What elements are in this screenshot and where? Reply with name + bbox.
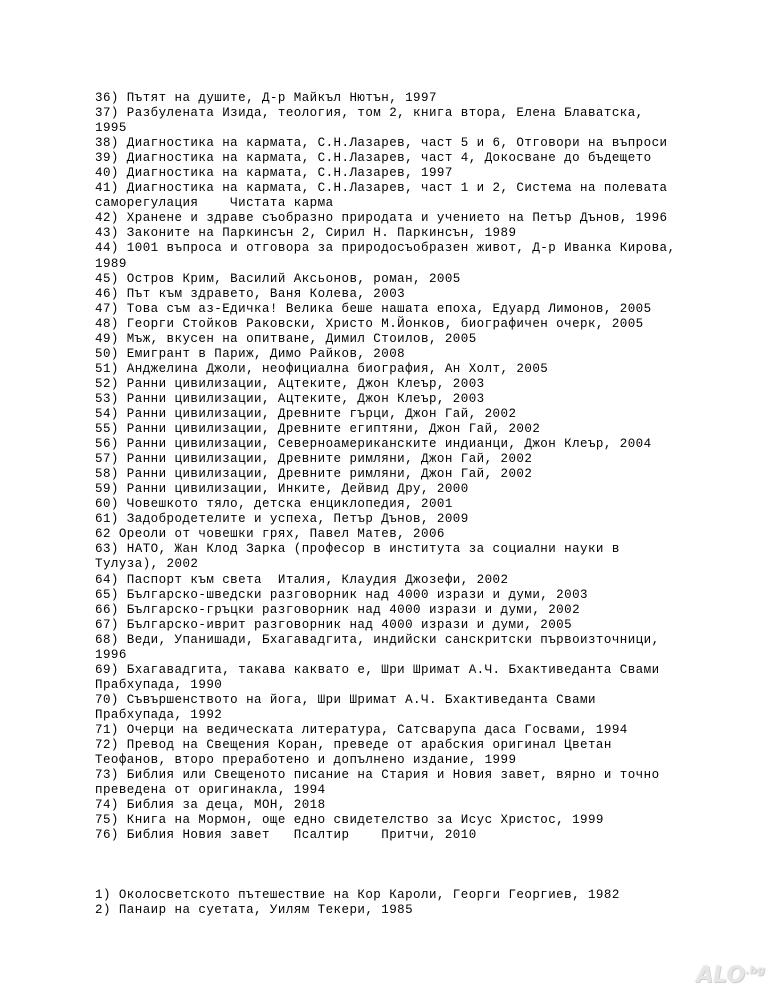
- list-line: 48) Георги Стойков Раковски, Христо М.Йонков, биографичен очерк, 2005: [95, 316, 644, 331]
- list-line: 1989: [95, 256, 127, 271]
- list-line: 1995: [95, 121, 127, 136]
- book-list-second: [95, 888, 765, 918]
- list-line: Прабхупада, 1992: [95, 707, 223, 722]
- list-line: 72) Превод на Свещения Коран, преведе от арабския оригинал Цветан: [95, 738, 612, 753]
- list-line: саморегулация Чистата карма: [95, 196, 334, 211]
- list-line: 49) Мъж, вкусен на опитване, Димил Стоилов, 2005: [95, 331, 477, 346]
- list-line: 44) 1001 въпроса и отговора за природосъобразен живот, Д-р Иванка Кирова,: [95, 241, 676, 256]
- list-line: 70) Съвършенството на йога, Шри Шримат А.Ч. Бхактиведанта Свами: [95, 692, 596, 707]
- list-line: 51) Анджелина Джоли, неофициална биография, Ан Холт, 2005: [95, 361, 549, 376]
- list-line: 65) Българско-шведски разговорник над 4000 изрази и думи, 2003: [95, 587, 588, 602]
- list-line: 38) Диагностика на кармата, С.Н.Лазарев, част 5 и 6, Отговори на въпроси: [95, 136, 668, 151]
- list-line: 1996: [95, 647, 127, 662]
- list-line: 63) НАТО, Жан Клод Зарка (професор в института за социални науки в: [95, 542, 620, 557]
- list-line: Теофанов, второ преработено и допълнено издание, 1999: [95, 753, 517, 768]
- list-line: 68) Веди, Упанишади, Бхагавадгита, индийски санскритски първоизточници,: [95, 632, 660, 647]
- list-line: 39) Диагностика на кармата, С.Н.Лазарев, част 4, Докосване до бъдещето: [95, 151, 652, 166]
- list-line: 69) Бхагавадгита, такава каквато е, Шри Шримат А.Ч. Бхактиведанта Свами: [95, 662, 660, 677]
- alo-watermark-logo: [696, 963, 765, 988]
- list-line: 62 Ореоли от човешки грях, Павел Матев, 2006: [95, 527, 445, 542]
- list-line: 71) Очерци на ведическата литература, Сатсварупа даса Госвами, 1994: [95, 722, 628, 737]
- list-line: Тулуза), 2002: [95, 557, 199, 572]
- list-line: 55) Ранни цивилизации, Древните египтяни, Джон Гай, 2002: [95, 422, 541, 437]
- list-line: 50) Емигрант в Париж, Димо Райков, 2008: [95, 346, 406, 361]
- list-line: 64) Паспорт към света Италия, Клаудия Джозефи, 2002: [95, 572, 509, 587]
- list-line: 43) Законите на Паркинсън 2, Сирил Н. Паркинсън, 1989: [95, 226, 517, 241]
- list-line: 53) Ранни цивилизации, Ацтеките, Джон Клеър, 2003: [95, 391, 485, 406]
- list-line: 42) Хранене и здраве съобразно природата и учението на Петър Дънов, 1996: [95, 211, 668, 226]
- list-line: 61) Задобродетелите и успеха, Петър Дънов, 2009: [95, 512, 469, 527]
- list-line: 75) Книга на Мормон, още едно свидетелство за Исус Христос, 1999: [95, 813, 604, 828]
- list-line: 76) Библия Новия завет Псалтир Притчи, 2010: [95, 828, 477, 843]
- list-line: 74) Библия за деца, МОН, 2018: [95, 798, 326, 813]
- list-line: 52) Ранни цивилизации, Ацтеките, Джон Клеър, 2003: [95, 376, 485, 391]
- list-line: 58) Ранни цивилизации, Древните римляни, Джон Гай, 2002: [95, 467, 533, 482]
- watermark-suffix: .bg: [745, 963, 765, 977]
- list-line: 59) Ранни цивилизации, Инките, Дейвид Дру, 2000: [95, 482, 469, 497]
- list-line: 37) Разбулената Изида, теология, том 2, книга втора, Елена Блаватска,: [95, 106, 644, 121]
- list-line: 45) Остров Крим, Василий Аксьонов, роман, 2005: [95, 271, 461, 286]
- list-line: 41) Диагностика на кармата, С.Н.Лазарев, част 1 и 2, Система на полевата: [95, 181, 668, 196]
- list-line: 73) Библия или Свещеното писание на Стария и Новия завет, вярно и точно: [95, 768, 660, 783]
- list-line: 2) Панаир на суетата, Уилям Текери, 1985: [95, 903, 414, 918]
- list-line: 47) Това съм аз-Едичка! Велика беше нашата епоха, Едуард Лимонов, 2005: [95, 301, 652, 316]
- list-line: 46) Път към здравето, Ваня Колева, 2003: [95, 286, 406, 301]
- document-body: [95, 91, 765, 918]
- list-line: Прабхупада, 1990: [95, 677, 223, 692]
- list-line: 1) Околосветското пътешествие на Кор Кароли, Георги Георгиев, 1982: [95, 888, 620, 903]
- list-line: 67) Българско-иврит разговорник над 4000 изрази и думи, 2005: [95, 617, 573, 632]
- list-line: 54) Ранни цивилизации, Древните гърци, Джон Гай, 2002: [95, 406, 517, 421]
- book-list-main: [95, 91, 765, 843]
- list-line: 56) Ранни цивилизации, Северноамериканските индианци, Джон Клеър, 2004: [95, 437, 652, 452]
- list-line: 40) Диагностика на кармата, С.Н.Лазарев, 1997: [95, 166, 453, 181]
- watermark-text: ALO: [696, 963, 746, 988]
- list-line: 36) Пътят на душите, Д-р Майкъл Нютън, 1997: [95, 91, 437, 105]
- list-line: 66) Българско-гръцки разговорник над 4000 изрази и думи, 2002: [95, 602, 581, 617]
- list-line: 60) Човешкото тяло, детска енциклопедия, 2001: [95, 497, 453, 512]
- section-gap: [95, 843, 765, 888]
- list-line: 57) Ранни цивилизации, Древните римляни, Джон Гай, 2002: [95, 452, 533, 467]
- list-line: преведена от оригинакла, 1994: [95, 783, 326, 798]
